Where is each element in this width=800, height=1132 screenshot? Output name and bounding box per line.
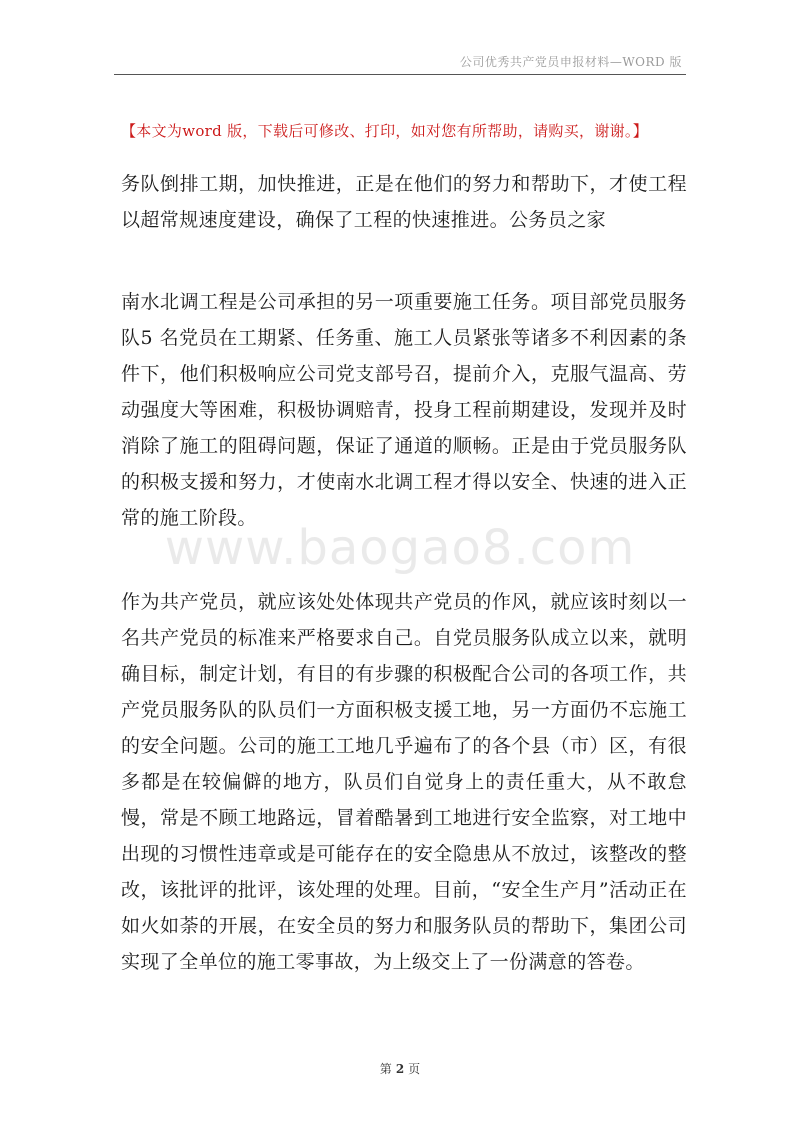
paragraph-1: 务队倒排工期，加快推进，正是在他们的努力和帮助下，才使工程以超常规速度建设，确保了工程的快速推进。公务员之家 xyxy=(121,173,687,231)
footer-prefix: 第 xyxy=(379,1062,392,1076)
download-notice: 【本文为word 版，下载后可修改、打印，如对您有所帮助，请购买，谢谢。】 xyxy=(121,122,649,140)
footer-suffix: 页 xyxy=(408,1062,421,1076)
paragraph-2: 南水北调工程是公司承担的另一项重要施工任务。项目部党员服务队5 名党员在工期紧、任务重、施工人员紧张等诸多不利因素的条件下，他们积极响应公司党支部号召，提前介入，克服气温高、劳动强度大等困难，积极协调赔青，投身工程前期建设，发现并及时消除了施工的阻碍问题，保证了通道的顺畅。正是由于党员服务队的积极支援和努力，才使南水北调工程才得以安全、快速的进入正常的施工阶段。 xyxy=(121,291,687,529)
page-footer xyxy=(0,1060,800,1077)
document-header: 公司优秀共产党员申报材料—WORD 版 xyxy=(459,55,682,69)
header-divider xyxy=(114,74,686,75)
page-number: 2 xyxy=(395,1062,405,1076)
watermark: www.baogao8.com xyxy=(164,520,636,576)
paragraph-3: 作为共产党员，就应该处处体现共产党员的作风，就应该时刻以一名共产党员的标准来严格要求自己。自党员服务队成立以来，就明确目标，制定计划，有目的有步骤的积极配合公司的各项工作，共产党员服务队的队员们一方面积极支援工地，另一方面仍不忘施工的安全问题。公司的施工工地几乎遍布了的各个县（市）区，有很多都是在较偏僻的地方，队员们自觉身上的责任重大，从不敢怠慢，常是不顾工地路远，冒着酷暑到工地进行安全监察，对工地中出现的习惯性违章或是可能存在的安全隐患从不放过，该整改的整改，该批评的批评，该处理的处理。目前，“安全生产月”活动正在如火如荼的开展，在安全员的努力和服务队员的帮助下，集团公司实现了全单位的施工零事故，为上级交上了一份满意的答卷。 xyxy=(121,591,687,973)
